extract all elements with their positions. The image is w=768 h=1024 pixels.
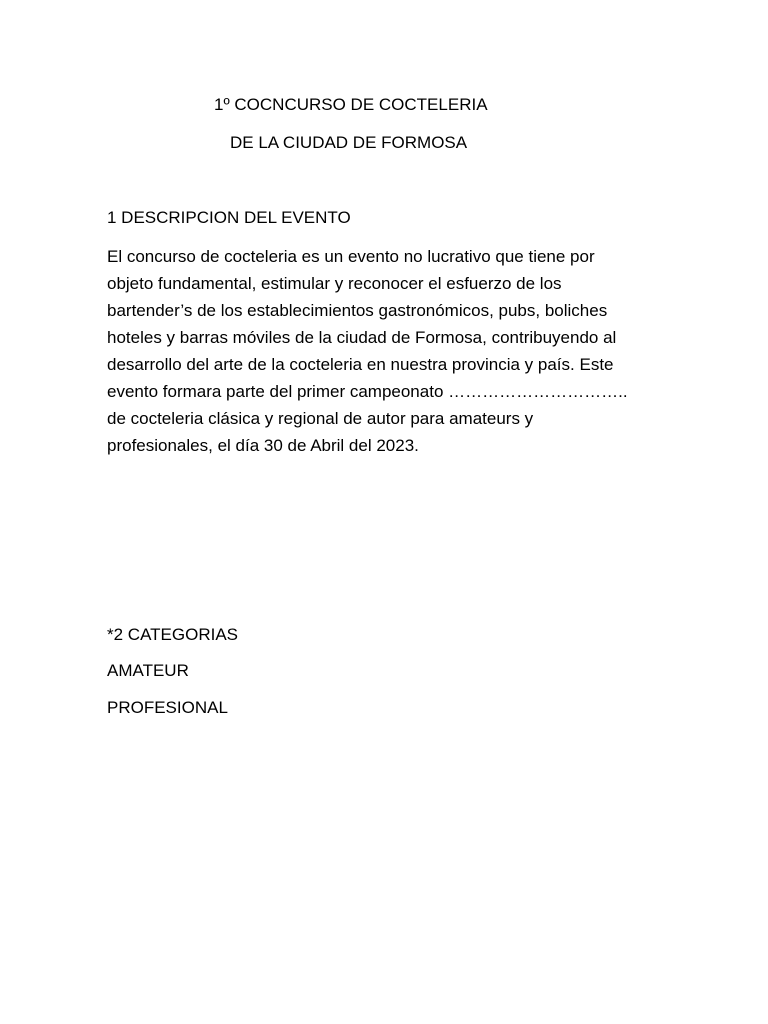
- event-description-paragraph: [107, 243, 707, 459]
- section-heading-categories: *2 CATEGORIAS: [107, 625, 238, 644]
- paragraph-line: objeto fundamental, estimular y reconocer el esfuerzo de los: [107, 274, 562, 293]
- section-heading-description: 1 DESCRIPCION DEL EVENTO: [107, 208, 351, 227]
- category-item-profesional: PROFESIONAL: [107, 698, 228, 717]
- paragraph-line: de cocteleria clásica y regional de autor para amateurs y: [107, 409, 534, 428]
- paragraph-line: desarrollo del arte de la cocteleria en nuestra provincia y país. Este: [107, 355, 614, 374]
- paragraph-line: hoteles y barras móviles de la ciudad de Formosa, contribuyendo al: [107, 328, 617, 347]
- document-title-line-1: 1º COCNCURSO DE COCTELERIA: [214, 95, 488, 114]
- paragraph-line: bartender’s de los establecimientos gastronómicos, pubs, boliches: [107, 301, 608, 320]
- paragraph-line: El concurso de cocteleria es un evento no lucrativo que tiene por: [107, 247, 595, 266]
- paragraph-line: profesionales, el día 30 de Abril del 2023.: [107, 436, 419, 455]
- category-item-amateur: AMATEUR: [107, 661, 189, 680]
- document-title-line-2: DE LA CIUDAD DE FORMOSA: [230, 133, 468, 152]
- paragraph-line: evento formara parte del primer campeonato …………………………..: [107, 382, 628, 401]
